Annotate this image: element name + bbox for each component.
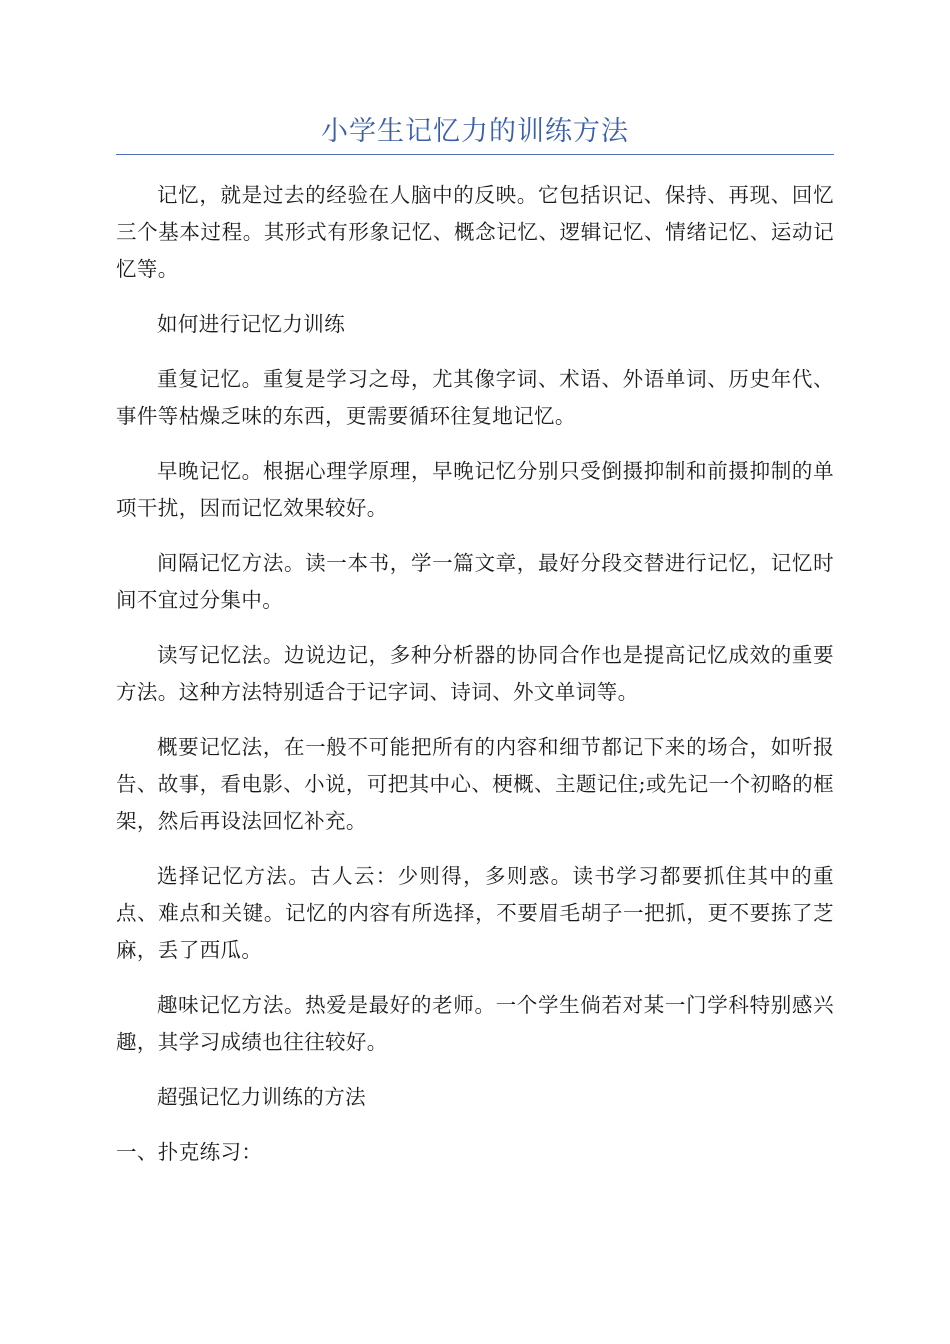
paragraph-interest-memory: 趣味记忆方法。热爱是最好的老师。一个学生倘若对某一门学科特别感兴趣，其学习成绩也往往较好。: [116, 993, 834, 1054]
page-title: 小学生记忆力的训练方法: [116, 112, 834, 155]
section-heading-training: 如何进行记忆力训练: [157, 312, 346, 336]
paragraph-interval-memory: 间隔记忆方法。读一本书，学一篇文章，最好分段交替进行记忆，记忆时间不宜过分集中。: [116, 551, 834, 612]
list-item-poker-practice: 一、扑克练习：: [116, 1140, 263, 1164]
paragraph-outline-memory: 概要记忆法，在一般不可能把所有的内容和细节都记下来的场合，如听报告、故事，看电影、小说，可把其中心、梗概、主题记住;或先记一个初略的框架，然后再设法回忆补充。: [116, 735, 834, 833]
section-heading-super-memory: 超强记忆力训练的方法: [157, 1085, 366, 1109]
paragraph-selective-memory: 选择记忆方法。古人云：少则得，多则惑。读书学习都要抓住其中的重点、难点和关键。记忆的内容有所选择，不要眉毛胡子一把抓，更不要拣了芝麻，丢了西瓜。: [116, 864, 834, 962]
document-page: [116, 112, 834, 1189]
paragraph-intro: 记忆，就是过去的经验在人脑中的反映。它包括识记、保持、再现、回忆三个基本过程。其形式有形象记忆、概念记忆、逻辑记忆、情绪记忆、运动记忆等。: [116, 183, 834, 281]
paragraph-repeat-memory: 重复记忆。重复是学习之母，尤其像字词、术语、外语单词、历史年代、事件等枯燥乏味的东西，更需要循环往复地记忆。: [116, 367, 834, 428]
paragraph-morning-evening-memory: 早晚记忆。根据心理学原理，早晚记忆分别只受倒摄抑制和前摄抑制的单项干扰，因而记忆效果较好。: [116, 459, 834, 520]
paragraph-read-write-memory: 读写记忆法。边说边记，多种分析器的协同合作也是提高记忆成效的重要方法。这种方法特别适合于记字词、诗词、外文单词等。: [116, 643, 834, 704]
document-body: [116, 177, 834, 1171]
